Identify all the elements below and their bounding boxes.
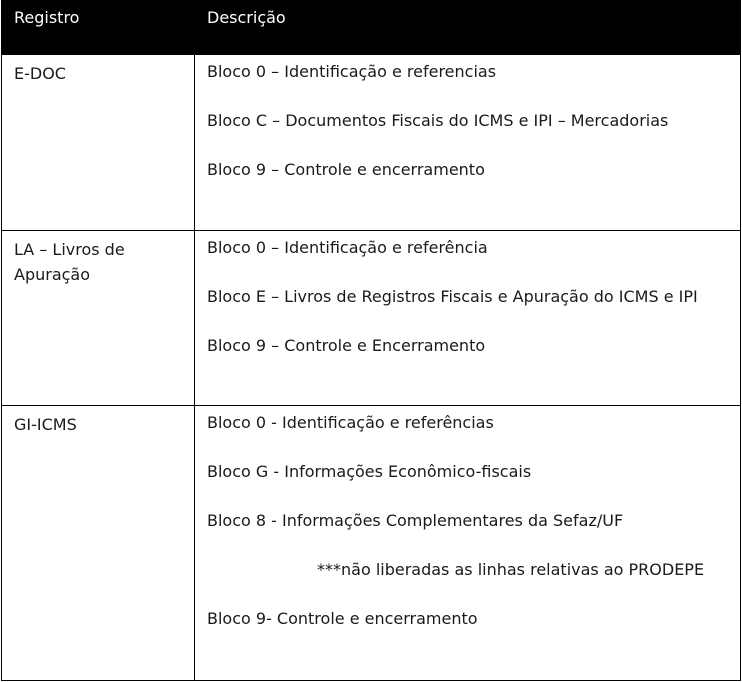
descricao-line: Bloco 0 – Identificação e referencias [207,61,497,81]
header-row [2,0,741,54]
descricao-line: Bloco 9 – Controle e encerramento [207,159,485,179]
descricao-line: Bloco 9- Controle e encerramento [207,608,478,628]
descricao-cell [195,405,741,680]
header-registro: Registro [2,0,195,54]
descricao-cell [195,230,741,405]
descricao-cell [195,54,741,230]
header-descricao: Descrição [195,0,741,54]
descricao-line: Bloco G - Informações Econômico-fiscais [207,461,532,481]
registro-cell: LA – Livros de Apuração [2,230,195,405]
table-row-gi-icms [2,405,741,680]
table-body [2,54,741,680]
table-row-edoc [2,54,741,230]
descricao-line: Bloco 8 - Informações Complementares da Sefaz/UF [207,510,624,530]
registro-cell: E-DOC [2,54,195,230]
descricao-line: Bloco 9 – Controle e Encerramento [207,335,486,355]
registro-cell: GI-ICMS [2,405,195,680]
registros-table [1,0,741,681]
table-header [2,0,741,54]
descricao-line: Bloco E – Livros de Registros Fiscais e Apuração do ICMS e IPI [207,286,698,306]
descricao-line: Bloco C – Documentos Fiscais do ICMS e IPI – Mercadorias [207,110,669,130]
table-row-la [2,230,741,405]
descricao-note: ***não liberadas as linhas relativas ao PRODEPE [317,559,705,579]
descricao-line: Bloco 0 – Identificação e referência [207,237,488,257]
descricao-line: Bloco 0 - Identificação e referências [207,412,494,432]
